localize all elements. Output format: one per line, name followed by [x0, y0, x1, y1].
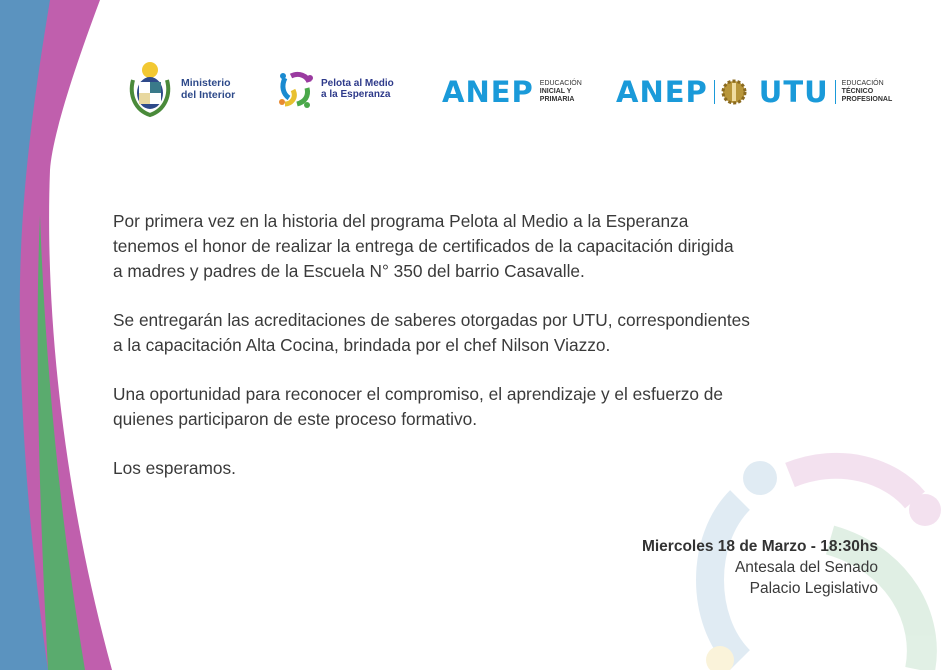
anep-sub-1: EDUCACIÓN: [539, 80, 582, 87]
text-line: Los esperamos.: [113, 458, 236, 478]
pelota-emblem-icon: [277, 70, 313, 108]
ministerio-line1: Ministerio: [181, 77, 231, 89]
utu-mark: UTU: [758, 75, 829, 109]
paragraph-1: [113, 209, 893, 284]
utu-gear-icon: [721, 78, 747, 106]
text-line: Por primera vez en la historia del programa Pelota al Medio a la Esperanza: [113, 211, 689, 231]
anep-utu-logo: [616, 75, 892, 109]
utu-sub-1: EDUCACIÓN: [841, 80, 884, 87]
divider: [835, 80, 836, 104]
ministerio-line2: del Interior: [181, 89, 236, 101]
event-datetime: Miercoles 18 de Marzo - 18:30hs: [641, 538, 878, 555]
pelota-line2: a la Esperanza: [321, 89, 391, 100]
text-line: a madres y padres de la Escuela N° 350 del barrio Casavalle.: [113, 261, 585, 281]
invitation-body: [113, 209, 893, 505]
event-place: Antesala del Senado: [734, 559, 878, 576]
ministerio-logo: [127, 60, 235, 118]
text-line: Se entregarán las acreditaciones de saberes otorgadas por UTU, correspondientes: [113, 310, 750, 330]
event-venue: Palacio Legislativo: [749, 580, 878, 597]
pelota-logo: [277, 70, 394, 108]
paragraph-2: [113, 308, 893, 358]
anep-sub-3: PRIMARIA: [539, 96, 575, 103]
anep-primaria-logo: [442, 75, 582, 109]
paragraph-3: [113, 382, 893, 432]
event-details: [642, 536, 878, 599]
pelota-line1: Pelota al Medio: [321, 78, 394, 89]
anep-mark: ANEP: [616, 75, 708, 109]
text-line: tenemos el honor de realizar la entrega de certificados de la capacitación dirigida: [113, 236, 734, 256]
paragraph-4: [113, 456, 893, 481]
divider: [714, 80, 715, 104]
text-line: quienes participaron de este proceso formativo.: [113, 409, 478, 429]
utu-sub-3: PROFESIONAL: [841, 96, 893, 103]
anep-mark: ANEP: [442, 75, 534, 109]
text-line: a la capacitación Alta Cocina, brindada por el chef Nilson Viazzo.: [113, 335, 611, 355]
text-line: Una oportunidad para reconocer el compromiso, el aprendizaje y el esfuerzo de: [113, 384, 723, 404]
coat-of-arms-icon: [127, 60, 173, 118]
logo-bar: [0, 60, 945, 120]
anep-sub-2: INICIAL Y: [539, 88, 572, 95]
utu-sub-2: TÉCNICO: [841, 88, 874, 95]
